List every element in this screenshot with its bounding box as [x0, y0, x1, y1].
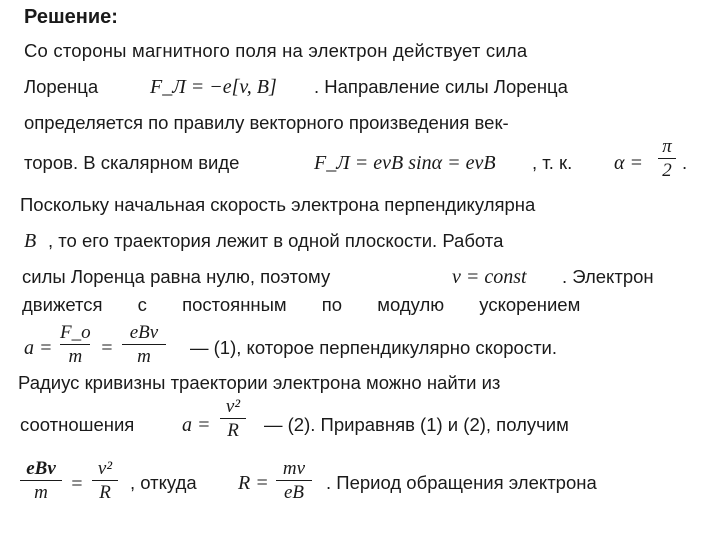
text-line-6: [20, 226, 700, 256]
force-numerator: F_o: [60, 322, 91, 343]
line-4-text-b: , т. к.: [532, 152, 573, 173]
mv-over-eb-fraction: [276, 458, 312, 503]
ebv-over-m-fraction: [122, 322, 166, 367]
line-8-text: движется с постоянным по модулю ускорением: [22, 294, 581, 315]
line-6-text: , то его траектория лежит в одной плоскости. Работа: [48, 230, 504, 251]
alpha-equals: α =: [614, 152, 643, 174]
line-7-text-a: силы Лоренца равна нулю, поэтому: [22, 266, 331, 287]
line-9-text: — (1), которое перпендикулярно скорости.: [190, 337, 558, 358]
radius-denominator-2: R: [99, 482, 111, 503]
line-1-text: Со стороны магнитного поля на электрон действует сила: [24, 40, 528, 61]
text-line-11: [20, 396, 710, 450]
text-line-12: [20, 458, 710, 508]
lorentz-force-scalar-formula: F_Л = evB sinα = evB: [314, 152, 496, 174]
equals-sign-1: =: [100, 337, 114, 359]
line-7-text-b: . Электрон: [562, 266, 654, 287]
solution-heading: Решение:: [24, 6, 118, 28]
line-12-text-b: . Период обращения электрона: [326, 472, 597, 493]
line-10-text: Радиус кривизны траектории электрона можно найти из: [18, 372, 501, 393]
mass-denominator-2: m: [137, 346, 151, 367]
eb-denominator: eB: [283, 482, 305, 503]
radius-denominator: R: [227, 420, 239, 441]
text-line-8: [22, 290, 702, 320]
ebv-numerator: eBv: [129, 322, 159, 343]
line-4-text-a: торов. В скалярном виде: [24, 152, 240, 173]
acceleration-equals-2: a =: [182, 414, 211, 436]
v-squared-over-r-fraction-2: [92, 458, 118, 503]
mv-numerator: mv: [282, 458, 306, 479]
line-4-text-d: .: [682, 152, 688, 173]
v-squared-over-r-fraction: [220, 396, 246, 441]
b-vector-symbol: B: [24, 230, 37, 252]
ebv-over-m-fraction-2: [20, 458, 62, 503]
line-2-text-a: Лоренца: [24, 76, 99, 97]
line-11-text-a: соотношения: [20, 414, 135, 435]
pi-over-two-fraction: [658, 136, 676, 181]
line-12-text-a: , откуда: [130, 472, 197, 493]
text-line-2: [24, 72, 694, 102]
line-11-text-b: — (2). Приравняв (1) и (2), получим: [264, 414, 569, 435]
equals-sign-2: =: [70, 473, 84, 495]
text-line-4: [24, 136, 700, 181]
radius-equals: R =: [238, 472, 269, 494]
text-line-9: [22, 322, 712, 370]
force-over-mass-fraction: [60, 322, 91, 367]
two-denominator: 2: [662, 160, 672, 181]
pi-numerator: π: [662, 136, 672, 157]
ebv-numerator-2: eBv: [26, 458, 56, 479]
v-squared-numerator: v²: [225, 396, 241, 417]
acceleration-equals: a =: [24, 337, 53, 359]
text-line-7: [22, 262, 702, 292]
lorentz-force-vector-formula: F_Л = −e[v, B]: [150, 76, 277, 98]
line-3-text: определяется по правилу векторного произведения век-: [24, 112, 509, 133]
line-2-text-b: . Направление силы Лоренца: [314, 76, 568, 97]
mass-denominator-3: m: [34, 482, 48, 503]
v-squared-numerator-2: v²: [97, 458, 113, 479]
mass-denominator-1: m: [68, 346, 83, 367]
line-5-text: Поскольку начальная скорость электрона перпендикулярна: [20, 194, 536, 215]
velocity-const-formula: v = const: [452, 266, 527, 288]
